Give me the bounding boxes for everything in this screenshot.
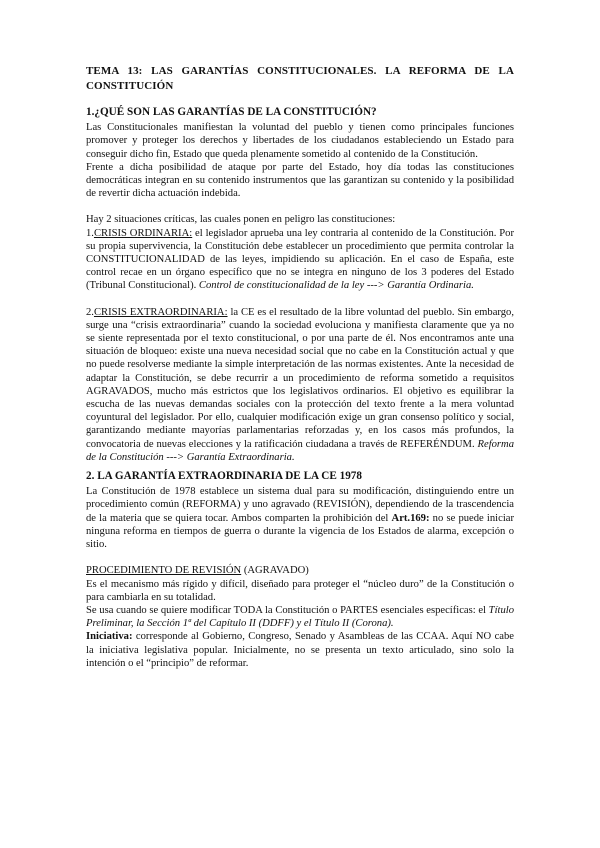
document-title: TEMA 13: LAS GARANTÍAS CONSTITUCIONALES. LA REFORMA DE LA CONSTITUCIÓN [86, 65, 514, 92]
section-2-paragraph-2: Es el mecanismo más rígido y difícil, diseñado para proteger el “núcleo duro” de la Constitución o para cambiarla en su totalidad. [86, 578, 514, 603]
crisis-ordinaria-conclusion: Control de constitucionalidad de la ley ---> Garantía Ordinaria. [198, 280, 474, 292]
procedimiento-revision-heading [86, 564, 514, 577]
iniciativa-label: Iniciativa: [86, 631, 133, 643]
section-2-paragraph-1 [86, 485, 514, 551]
procedimiento-revision-qualifier: (AGRAVADO) [241, 565, 309, 577]
crisis-extraordinaria-number: 2. [86, 306, 94, 318]
section-2-paragraph-3-text: Se usa cuando se quiere modificar TODA la Constitución o PARTES esenciales específicas: el [86, 604, 489, 616]
section-1-paragraph-3: Hay 2 situaciones críticas, las cuales ponen en peligro las constituciones: [86, 214, 396, 226]
procedimiento-revision-label: PROCEDIMIENTO DE REVISIÓN [86, 565, 242, 577]
crisis-extraordinaria-conclusion: Reforma de la Constitución ---> Garantía Extraordinaria. [86, 438, 514, 463]
section-1-paragraph-1: Las Constitucionales manifiestan la voluntad del pueblo y tienen como principales funciones promover y proteger los derechos y libertades de los ciudadanos estableciendo un Estado para conseguir dicho fin, Estado que queda plenamente sometido al contenido de la Constitución. [86, 122, 514, 160]
crisis-ordinaria-text: el legislador aprueba una ley contraria al contenido de la Constitución. Por su propia supervivencia, la Constitución debe establecer un procedimiento que permita controlar la CONSTITUCIONALIDAD de las leyes, impidiendo su aplicación. En el caso de España, este control recae en un órgano específico que no se integra en ninguno de los 3 poderes del Estado (Tribunal Constitucional). [86, 227, 514, 292]
section-2-paragraph-3-italic: Título Preliminar, la Sección 1ª del Capítulo II (DDFF) y el Título II (Corona). [86, 604, 514, 630]
iniciativa-text: corresponde al Gobierno, Congreso, Senado y Asambleas de las CCAA. Aquí NO cabe la iniciativa legislativa popular. Inicialmente, no se presenta un texto articulado, sino solo la intención o el “principio” de reformar. [86, 631, 514, 669]
section-2-heading: 2. LA GARANTÍA EXTRAORDINARIA DE LA CE 1978 [86, 470, 362, 483]
document-page [86, 64, 514, 670]
section-2-paragraph-3 [86, 604, 514, 630]
crisis-extraordinaria-paragraph [86, 306, 514, 464]
section-1-heading: 1.¿QUÉ SON LAS GARANTÍAS DE LA CONSTITUCIÓN? [86, 106, 377, 118]
section-2-paragraph-1-tail: no se puede iniciar ninguna reforma en tiempos de guerra o durante la vigencia de los Estados de alarma, excepción o sitio. [86, 512, 514, 551]
crisis-ordinaria-label: CRISIS ORDINARIA: [93, 227, 193, 239]
crisis-ordinaria-paragraph [86, 227, 514, 293]
article-169-label: Art.169: [391, 512, 430, 524]
crisis-extraordinaria-text: la CE es el resultado de la libre voluntad del pueblo. Sin embargo, surge una “crisis extraordinaria” cuando la sociedad evoluciona y manifiesta claramente que ya no se siente representada por el texto constitucional, o por una parte de él. Nos encontramos ante una situación de bloqueo: existe una nueva necesidad social que no cabe en la Constitución actual y que no puede resolverse mediante la simple interpretación de las normas existentes. Ante la necesidad de adaptar la Constitución, se debe recurrir a un procedimiento de reforma sometido a requisitos AGRAVADOS, mucho más estrictos que los legislativos ordinarios. El objetivo es equilibrar la escucha de las nuevas demandas sociales con la protección del texto frente a la mera voluntad coyuntural del legislador. Por ello, cualquier modificación exige un gran consenso político y social, garantizando mediante mayorías parlamentarias reforzadas y, en los casos más profundos, la convocatoria de nuevas elecciones y la ratificación ciudadana a través de REFERÉNDUM. [86, 306, 515, 450]
iniciativa-paragraph [86, 630, 514, 670]
section-2-paragraph-1-text: La Constitución de 1978 establece un sistema dual para su modificación, distinguiendo entre un procedimiento común (REFORMA) y uno agravado (REVISIÓN), dependiendo de la trascendencia de la materia que se quiera tocar. Ambos comparten la prohibición del [86, 486, 514, 524]
section-1-paragraph-2: Frente a dicha posibilidad de ataque por parte del Estado, hoy día todas las constituciones democráticas integran en su contenido instrumentos que las garantizan su contenido y la posibilidad de revertir dicha actuación indebida. [86, 161, 514, 200]
crisis-extraordinaria-label: CRISIS EXTRAORDINARIA: [93, 306, 228, 318]
crisis-ordinaria-number: 1. [86, 227, 94, 239]
